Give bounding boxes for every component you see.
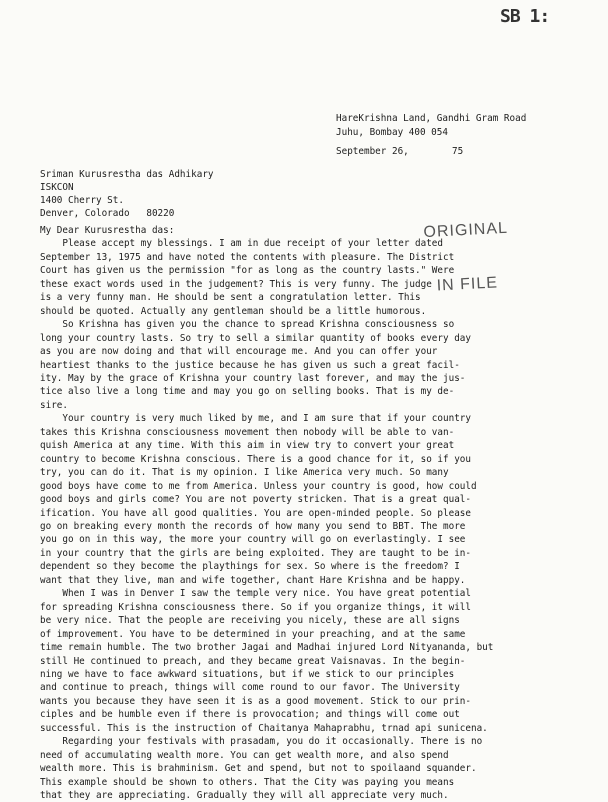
- body-line: need of accumulating wealth more. You can get wealth more, and also spend: [40, 749, 449, 761]
- body-line: good boys and girls come? You are not poverty stricken. That is a great qual-: [40, 494, 471, 506]
- sender-address-line-1: HareKrishna Land, Gandhi Gram Road: [336, 113, 527, 124]
- body-line: ity. May by the grace of Krishna your country last forever, and may the jus-: [40, 372, 466, 384]
- stamp-line-1: [421, 184, 503, 188]
- body-line: tice also live a long time and may you go on selling books. That is my de-: [40, 386, 455, 398]
- body-line: and continue to preach, things will come round to our favor. The University: [40, 682, 460, 694]
- body-line: country to become Krishna conscious. There is a good chance for it, so if you: [40, 453, 471, 465]
- body-line: wants you because they have seen it is as a good movement. Stick to our prin-: [40, 695, 471, 707]
- body-line: still He continued to preach, and they became great Vaisnavas. In the begin-: [40, 655, 466, 667]
- recipient-street: 1400 Cherry St.: [40, 195, 124, 206]
- recipient-organization: ISKCON: [40, 182, 74, 193]
- stamp-line-2: ORIGINAL: [423, 219, 509, 242]
- body-line: September 13, 1975 and have noted the contents with pleasure. The District: [40, 251, 455, 263]
- body-line: try, you can do it. That is my opinion. I like America very much. So many: [40, 467, 449, 479]
- body-line: time remain humble. The two brother Jagai and Madhai injured Lord Nityananda, but: [40, 642, 494, 654]
- body-line: sire.: [40, 399, 68, 411]
- body-line: Regarding your festivals with prasadam, you do it occasionally. There is no: [40, 736, 483, 748]
- body-line: When I was in Denver I saw the temple very nice. You have great potential: [40, 588, 471, 600]
- body-line: Court has given us the permission "for as long as the country lasts." Were: [40, 265, 455, 277]
- sender-address-line-2: Juhu, Bombay 400 054: [336, 127, 448, 138]
- recipient-name: Sriman Kurusrestha das Adhikary: [40, 169, 214, 180]
- body-line: these exact words used in the judgement? This is very funny. The judge: [40, 278, 432, 290]
- body-line: for spreading Krishna consciousness there. So if you organize things, it will: [40, 601, 471, 613]
- letter-date-year: 75: [452, 146, 464, 157]
- body-line: should be quoted. Actually any gentleman should be a little humorous.: [40, 305, 427, 317]
- body-line: go on breaking every month the records of how many you send to BBT. The more: [40, 520, 466, 532]
- body-line: that they are appreciating. Gradually they will all appreciate very much.: [40, 790, 449, 802]
- body-line: quish America at any time. With this aim in view try to convert your great: [40, 440, 455, 452]
- recipient-city: Denver, Colorado 80220: [40, 208, 175, 219]
- body-line: So Krishna has given you the chance to spread Krishna consciousness so: [40, 319, 455, 331]
- body-line: want that they live, man and wife together, chant Hare Krishna and be happy.: [40, 574, 466, 586]
- body-line: ification. You have all good qualities. You are open-minded people. So please: [40, 507, 471, 519]
- body-line: be very nice. That the people are receiving you nicely, these are all signs: [40, 615, 460, 627]
- salutation: My Dear Kurusrestha das:: [40, 225, 175, 236]
- body-line: ning we have to face awkward situations, but if we stick to our principles: [40, 668, 455, 680]
- body-line: long your country lasts. So try to sell a similar quantity of books every day: [40, 332, 471, 344]
- body-line: takes this Krishna consciousness movement then nobody will be able to van-: [40, 426, 455, 438]
- body-line: dependent so they become the playthings for sex. So where is the freedom? I: [40, 561, 460, 573]
- body-line: This example should be shown to others. That the City was paying you means: [40, 776, 455, 788]
- body-line: wealth more. This is brahminism. Get and spend, but not to spoilaand squander.: [40, 763, 477, 775]
- letter-date: September 26,: [336, 146, 409, 157]
- body-line: you go on in this way, the more your country will go on everlastingly. I see: [40, 534, 466, 546]
- letter-body: [40, 224, 600, 802]
- body-line: in your country that the girls are being exploited. They are taught to be in-: [40, 547, 471, 559]
- body-line: ciples and be humble even if there is provocation; and things will come out: [40, 709, 460, 721]
- body-line: heartiest thanks to the justice because he has given us such a great facil-: [40, 359, 460, 371]
- body-line: is a very funny man. He should be sent a congratulation letter. This: [40, 292, 421, 304]
- body-line: as you are now doing and that will encourage me. And you can offer your: [40, 346, 438, 358]
- body-line: Please accept my blessings. I am in due receipt of your letter dated: [40, 238, 443, 250]
- body-line: good boys have come to me from America. Unless your country is good, how could: [40, 480, 477, 492]
- corner-handwritten-mark: SB 1:: [500, 6, 550, 27]
- body-line: Your country is very much liked by me, and I am sure that if your country: [40, 413, 471, 425]
- body-line: successful. This is the instruction of Chaitanya Mahaprabhu, trnad api sunicena.: [40, 722, 488, 734]
- body-line: of improvement. You have to be determined in your preaching, and at the same: [40, 628, 466, 640]
- stamp-line-3: IN FILE: [436, 274, 499, 295]
